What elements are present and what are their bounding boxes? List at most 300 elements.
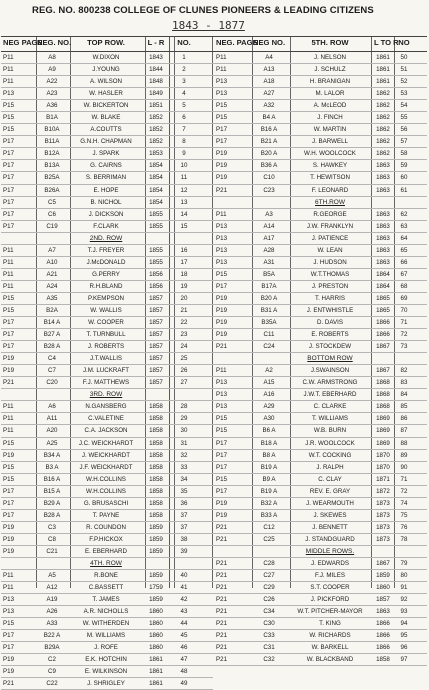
year-cell: 1857 [149,306,163,314]
year-cell: 1859 [149,596,163,604]
neg-number-cell: A35 [46,294,58,302]
year-cell: 1870 [376,463,390,471]
neg-page-cell: P19 [216,294,228,302]
year-cell: 1860 [376,584,390,592]
name-cell: W.H.COLLINS [86,487,126,495]
year-cell: 1855 [149,210,163,218]
table-row [1,172,213,184]
number-cell: 43 [180,608,188,616]
neg-number-cell: B29A [44,644,60,652]
neg-page-cell: P15 [216,415,228,423]
number-cell: 28 [180,403,188,411]
number-cell: 46 [180,644,188,652]
neg-number-cell: C2 [48,656,56,664]
name-cell: J. HUDSON [313,258,347,266]
name-cell: T. PAYNE [92,511,120,519]
table-row [213,88,427,100]
table-row [1,630,213,642]
year-cell: 1759 [149,584,163,592]
neg-number-cell: A7 [48,246,56,254]
neg-number-cell: B6 A [262,427,276,435]
neg-number-cell: A9 [48,66,56,74]
year-cell: 1861 [376,54,390,61]
year-cell: 1869 [376,415,390,423]
number-cell: 56 [400,126,408,134]
neg-number-cell: B16 A [260,126,278,134]
neg-page-cell: P15 [3,306,15,314]
neg-page-cell: P21 [3,680,15,688]
year-cell: 1861 [149,668,163,676]
neg-number-cell: B28 A [43,343,61,351]
section-heading [1,389,213,401]
name-cell: J.R. WOOLCOCK [305,439,355,447]
neg-page-cell: P11 [216,210,227,218]
neg-page-cell: P17 [3,186,15,194]
year-cell: 1857 [149,355,163,363]
number-cell: 92 [400,596,408,604]
neg-page-cell: P15 [3,475,15,483]
year-cell: 1869 [376,439,390,447]
neg-page-cell: P11 [3,246,14,254]
year-cell: 1863 [376,186,390,194]
neg-number-cell: B26A [44,186,60,194]
year-cell: 1858 [149,403,163,411]
neg-page-cell: P19 [3,367,15,375]
number-cell: 29 [180,415,188,423]
neg-page-cell: P17 [3,319,15,327]
table-row [213,305,427,317]
number-cell: 74 [400,499,408,507]
name-cell: REV. E. GRAY [309,487,351,495]
name-cell: J.McDONALD [86,258,126,266]
left-table-header [1,36,213,52]
neg-page-cell: P21 [216,596,228,604]
year-cell: 1856 [149,282,163,290]
table-row [1,401,213,413]
table-row [213,474,427,486]
neg-number-cell: B2A [46,306,58,314]
name-cell: J.YOUNG [92,66,120,74]
neg-number-cell: A15 [263,379,275,387]
table-row [213,317,427,329]
neg-number-cell: A23 [46,90,58,98]
table-row [1,534,213,546]
neg-page-cell: P21 [216,656,228,664]
neg-number-cell: C27 [263,572,275,580]
name-cell: T. TURNBULL [86,331,126,339]
name-cell: J.C. WEICKHARDT [78,439,134,447]
neg-number-cell: B20 A [260,150,278,158]
table-row [213,642,427,654]
name-cell: J. FINCH [317,114,343,122]
number-cell: 94 [400,620,408,628]
name-cell: J. EDWARDS [311,559,349,567]
number-cell: 37 [180,511,188,519]
neg-page-cell: P11 [3,572,14,580]
number-cell: 9 [182,150,186,158]
name-cell: W.B. BURN [313,427,347,435]
year-cell: 1872 [376,487,390,495]
neg-page-cell: P17 [216,126,228,134]
year-cell: 1862 [376,114,390,122]
number-cell: 44 [180,620,188,628]
year-cell: 1866 [376,331,390,339]
neg-number-cell: B15 A [43,487,61,495]
year-cell: 1848 [149,78,163,86]
neg-number-cell: B17A [261,282,277,290]
number-cell: 42 [180,596,188,604]
neg-page-cell: P15 [216,270,228,278]
year-cell: 1854 [149,162,163,170]
year-cell: 1844 [149,66,163,74]
section-label: 2ND. ROW [89,234,123,242]
table-row [213,425,427,437]
neg-page-cell: P21 [216,632,228,640]
neg-number-cell: B3 A [45,463,59,471]
name-cell: E. EBERHARD [85,547,127,555]
number-cell: 79 [400,559,408,567]
table-row [1,654,213,666]
year-cell: 1858 [149,451,163,459]
name-cell: F.P.HICKOX [89,535,123,543]
neg-number-cell: B19 A [260,463,278,471]
neg-number-cell: B10A [44,126,60,134]
section-heading [213,197,427,209]
neg-page-cell: P15 [3,294,15,302]
year-cell: 1843 [149,54,163,61]
number-cell: 71 [400,319,408,327]
year-cell: 1863 [376,174,390,182]
name-cell: J. ROFE [94,644,118,652]
header-top-row: TOP ROW. [87,38,125,47]
table-row [213,148,427,160]
neg-number-cell: B1A [46,114,58,122]
neg-number-cell: A12 [46,584,58,592]
table-row [1,413,213,425]
neg-number-cell: B34 A [43,451,61,459]
number-cell: 16 [180,246,188,254]
name-cell: E.K. HOTCHIN [85,656,127,664]
neg-page-cell: P21 [3,379,15,387]
table-row [1,281,213,293]
name-cell: T. KING [319,620,341,628]
year-cell: 1870 [376,451,390,459]
section-heading [213,353,427,365]
table-row [1,678,213,690]
number-cell: 8 [182,138,186,146]
number-cell: 61 [400,186,408,194]
neg-page-cell: P19 [216,499,228,507]
table-row [1,546,213,558]
year-cell: 1866 [376,620,390,628]
neg-number-cell: A21 [46,270,58,278]
name-cell: C.A. JACKSON [84,427,128,435]
number-cell: 72 [400,331,408,339]
name-cell: R. COUNDON [86,523,126,531]
table-row [1,305,213,317]
year-cell: 1859 [149,523,163,531]
number-cell: 26 [180,367,188,375]
neg-page-cell: P13 [3,608,15,616]
year-cell: 1858 [149,487,163,495]
neg-number-cell: C8 [48,535,56,543]
year-cell: 1852 [149,114,163,122]
name-cell: W. BARKELL [311,644,349,652]
neg-page-cell: P17 [3,222,15,230]
neg-page-cell: P11 [3,66,14,74]
number-cell: 90 [400,463,408,471]
table-row [1,486,213,498]
table-row [213,172,427,184]
name-cell: W. BLAKE [91,114,121,122]
neg-page-cell: P21 [216,343,228,351]
table-row [1,209,213,221]
table-row [1,582,213,594]
neg-page-cell: P17 [3,150,15,158]
table-row [213,233,427,245]
neg-page-cell: P17 [3,632,15,640]
neg-number-cell: A16 [263,391,275,399]
neg-page-cell: P13 [216,391,228,399]
number-cell: 1 [182,54,186,61]
neg-number-cell: C5 [48,198,56,206]
table-row [1,317,213,329]
neg-number-cell: A4 [265,54,273,61]
neg-page-cell: P21 [216,644,228,652]
number-cell: 18 [180,270,188,278]
neg-page-cell: P15 [216,427,228,435]
name-cell: W. WALLIS [90,306,122,314]
table-row [1,160,213,172]
neg-number-cell: B29 A [43,499,61,507]
year-cell: 1860 [149,632,163,640]
table-row [1,570,213,582]
neg-number-cell: C23 [263,186,275,194]
number-cell: 73 [400,343,408,351]
year-cell: 1858 [149,439,163,447]
neg-number-cell: A14 [263,222,275,230]
name-cell: W.H.COLLINS [86,475,126,483]
year-cell: 1867 [376,367,390,375]
neg-number-cell: A30 [263,415,275,423]
year-cell: 1864 [376,282,390,290]
year-cell: 1860 [149,644,163,652]
neg-page-cell: P21 [216,535,228,543]
neg-page-cell: P15 [3,102,15,110]
neg-page-cell: P11 [3,415,14,423]
table-row [213,582,427,594]
name-cell: W. COOPER [88,319,124,327]
table-row [213,160,427,172]
header-l-to-r: L TO R [374,38,399,47]
name-cell: C.VALETINE [88,415,124,423]
number-cell: 5 [182,102,186,110]
year-cell: 1857 [149,331,163,339]
neg-number-cell: A25 [46,439,58,447]
number-cell: 82 [400,367,408,375]
number-cell: 59 [400,162,408,170]
number-cell: 47 [180,656,188,664]
section-label: MIDDLE ROWS. [305,547,355,555]
year-cell: 1862 [376,126,390,134]
table-row [213,136,427,148]
neg-number-cell: B4 A [262,114,276,122]
neg-number-cell: C25 [263,535,275,543]
neg-number-cell: B28 A [43,511,61,519]
neg-number-cell: C6 [48,210,56,218]
name-cell: E. WILKINSON [84,668,128,676]
name-cell: J. SHRIGLEY [87,680,125,688]
table-row [1,64,213,76]
year-cell: 1866 [376,632,390,640]
number-cell: 78 [400,535,408,543]
number-cell: 65 [400,246,408,254]
year-cell: 1858 [149,511,163,519]
neg-number-cell: A28 [263,246,275,254]
table-row [1,425,213,437]
year-cell: 1866 [376,644,390,652]
table-row [1,329,213,341]
header-no: NO [398,38,410,47]
neg-number-cell: B31 A [260,306,278,314]
neg-page-cell: P17 [3,174,15,182]
neg-page-cell: P19 [3,523,15,531]
number-cell: 60 [400,174,408,182]
table-row [213,522,427,534]
number-cell: 55 [400,114,408,122]
name-cell: W. WITHERDEN [82,620,130,628]
neg-number-cell: B21 A [260,138,278,146]
neg-page-cell: P11 [3,54,14,61]
name-cell: F.J. MILES [315,572,345,580]
name-cell: C. CLARKE [313,403,347,411]
name-cell: W.DIXON [92,54,120,61]
year-cell: 1859 [149,572,163,580]
number-cell: 38 [180,535,188,543]
number-cell: 36 [180,499,188,507]
table-row [213,654,427,666]
table-row [1,450,213,462]
number-cell: 35 [180,487,188,495]
table-row [213,281,427,293]
table-row [1,365,213,377]
table-row [1,124,213,136]
neg-page-cell: P15 [3,126,15,134]
neg-number-cell: B35A [261,319,277,327]
table-row [213,293,427,305]
year-cell: 1861 [149,680,163,688]
number-cell: 39 [180,547,188,555]
year-cell: 1857 [149,367,163,375]
table-row [213,100,427,112]
neg-number-cell: C29 [263,584,275,592]
number-cell: 33 [180,463,188,471]
neg-page-cell: P19 [216,511,228,519]
year-cell: 1865 [376,294,390,302]
year-cell: 1864 [376,270,390,278]
name-cell: S. HAWKEY [312,162,348,170]
number-cell: 96 [400,644,408,652]
number-cell: 31 [180,439,188,447]
number-cell: 72 [400,487,408,495]
neg-page-cell: P11 [3,258,14,266]
name-cell: H. BRANIGAN [309,78,351,86]
table-row [213,257,427,269]
neg-page-cell: P11 [3,403,14,411]
neg-number-cell: A26 [46,608,58,616]
name-cell: J. BENNETT [312,523,348,531]
table-row [213,341,427,353]
neg-number-cell: C26 [263,596,275,604]
name-cell: W. BLACKBAND [306,656,354,664]
name-cell: P.KEMPSON [88,294,124,302]
neg-page-cell: P17 [3,331,15,339]
neg-number-cell: C22 [46,680,58,688]
table-row [1,257,213,269]
year-cell: 1871 [376,475,390,483]
neg-page-cell: P19 [216,319,228,327]
name-cell: T. JAMES [92,596,120,604]
neg-page-cell: P19 [3,656,15,664]
neg-number-cell: C32 [263,656,275,664]
name-cell: J. ENTWHISTLE [306,306,354,314]
right-table-header [213,36,427,52]
number-cell: 24 [180,343,188,351]
year-cell: 1866 [376,319,390,327]
table-row [213,438,427,450]
number-cell: 50 [400,54,408,61]
table-row [1,112,213,124]
year-cell: 1863 [376,246,390,254]
header-neg-page: NEG PAGE [3,38,43,47]
neg-number-cell: A13 [263,66,275,74]
table-row [213,450,427,462]
table-row [1,185,213,197]
neg-page-cell: P19 [3,451,15,459]
neg-page-cell: P15 [3,114,15,122]
number-cell: 2 [182,66,186,74]
name-cell: C.W. ARMSTRONG [302,379,358,387]
section-label: 3RD. ROW [89,391,123,399]
year-cell: 1862 [376,138,390,146]
neg-page-cell: P15 [216,114,228,122]
table-row [213,618,427,630]
neg-page-cell: P17 [216,282,228,290]
name-cell: J. DICKSON [88,210,124,218]
year-cell: 1858 [376,656,390,664]
name-cell: T.J. FREYER [87,246,125,254]
year-cell: 1856 [149,270,163,278]
neg-page-cell: P17 [216,487,228,495]
neg-number-cell: B33 A [260,511,278,519]
neg-page-cell: P15 [216,475,228,483]
year-cell: 1873 [376,523,390,531]
number-cell: 75 [400,511,408,519]
section-heading [1,558,213,570]
name-cell: R.GEORGE [313,210,347,218]
table-row [1,618,213,630]
neg-page-cell: P13 [216,234,228,242]
number-cell: 66 [400,258,408,266]
name-cell: W. LEAN [317,246,343,254]
neg-page-cell: P17 [3,487,15,495]
year-cell: 1851 [149,102,163,110]
neg-page-cell: P17 [3,162,15,170]
number-cell: 88 [400,439,408,447]
table-row [213,221,427,233]
neg-page-cell: P21 [216,584,228,592]
neg-page-cell: P21 [216,186,228,194]
